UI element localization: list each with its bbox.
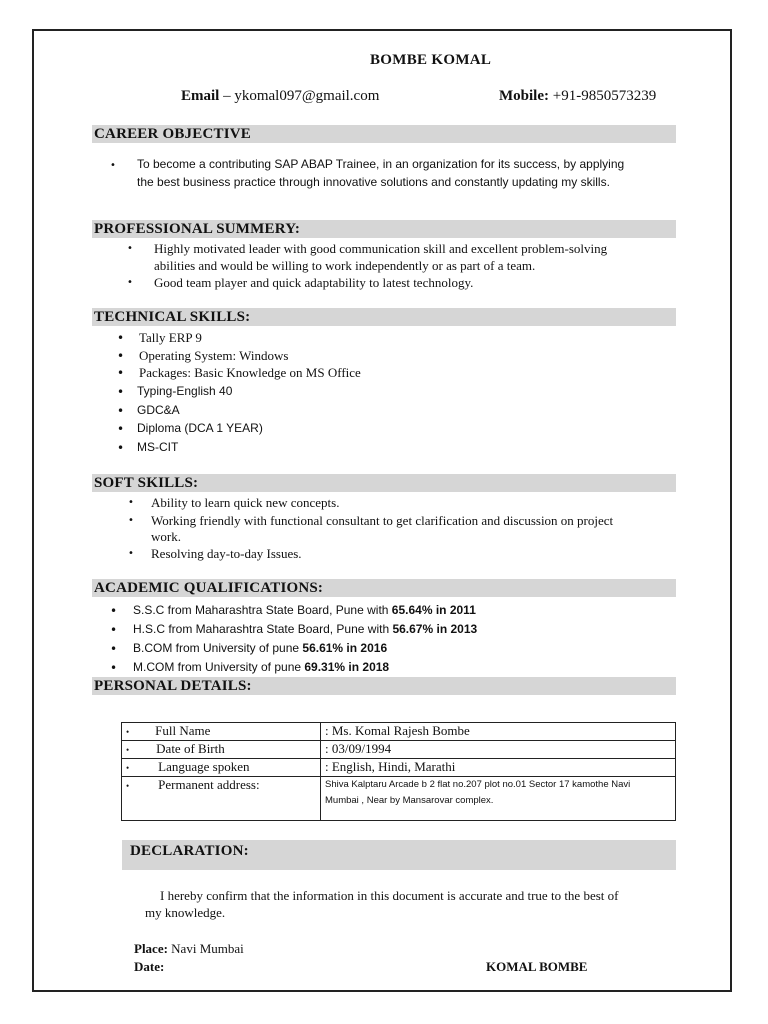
soft-skill-item: Ability to learn quick new concepts. — [151, 495, 340, 510]
bullet-icon: • — [117, 349, 125, 363]
skill-item: Typing-English 40 — [137, 384, 233, 398]
detail-label: Language spoken — [158, 759, 250, 774]
detail-label: Permanent address: — [158, 777, 260, 792]
declaration-text: my knowledge. — [145, 905, 226, 920]
personal-details-table — [121, 722, 676, 821]
academic-item — [133, 640, 387, 657]
detail-label: Date of Birth — [156, 741, 225, 756]
bullet-icon: • — [110, 661, 118, 675]
academic-title: ACADEMIC QUALIFICATIONS: — [94, 580, 324, 596]
place-value: Navi Mumbai — [167, 941, 244, 956]
soft-skill-item: work. — [151, 529, 181, 544]
skill-item: Tally ERP 9 — [139, 330, 202, 345]
bullet-icon: • — [117, 331, 125, 345]
academic-item — [133, 602, 476, 619]
detail-label: Full Name — [155, 723, 211, 738]
address-value — [321, 777, 676, 821]
declaration-text: I hereby confirm that the information in this document is accurate and true to the best of — [160, 888, 619, 903]
academic-item-score: 65.64% in 2011 — [391, 603, 476, 617]
technical-skills-title: TECHNICAL SKILLS: — [94, 309, 251, 325]
place-line — [134, 940, 244, 957]
bullet-icon: • — [128, 515, 134, 526]
academic-item-score: 56.61% in 2016 — [302, 641, 388, 655]
detail-value: : English, Hindi, Marathi — [321, 759, 676, 777]
bullet-icon: • — [128, 497, 134, 508]
mobile-line — [499, 88, 656, 105]
place-label: Place: — [134, 941, 168, 956]
mobile-label: Mobile: — [499, 88, 549, 104]
detail-label-cell: • Date of Birth — [122, 741, 321, 759]
date-label: Date: — [134, 959, 165, 974]
bullet-icon: • — [117, 441, 125, 455]
academic-item — [133, 659, 389, 676]
summary-line: Highly motivated leader with good communication skill and excellent problem-solving — [154, 241, 608, 256]
summary-line: abilities and would be willing to work independently or as part of a team. — [154, 258, 536, 273]
table-row — [122, 777, 676, 821]
detail-value: : 03/09/1994 — [321, 741, 676, 759]
signature-name: KOMAL BOMBE — [486, 959, 588, 974]
academic-item-text: S.S.C from Maharashtra State Board, Pune with — [133, 603, 392, 617]
detail-value: : Ms. Komal Rajesh Bombe — [321, 723, 676, 741]
career-objective-line: To become a contributing SAP ABAP Trainee, in an organization for its success, by applying — [137, 157, 625, 171]
bullet-icon: • — [117, 422, 125, 436]
academic-item-text: H.S.C from Maharashtra State Board, Pune with — [133, 622, 393, 636]
skill-item: Diploma (DCA 1 YEAR) — [137, 421, 263, 435]
email-value: – ykomal097@gmail.com — [219, 88, 380, 104]
bullet-icon: • — [110, 160, 116, 171]
declaration-title: DECLARATION: — [130, 843, 249, 859]
academic-item-score: 56.67% in 2013 — [392, 622, 478, 636]
bullet-icon: • — [117, 404, 125, 418]
detail-label-cell: • Language spoken — [122, 759, 321, 777]
candidate-name: BOMBE KOMAL — [370, 52, 492, 68]
skill-item: GDC&A — [137, 403, 180, 417]
table-row — [122, 741, 676, 759]
skill-item: Packages: Basic Knowledge on MS Office — [139, 365, 361, 380]
personal-details-title: PERSONAL DETAILS: — [94, 678, 252, 694]
bullet-icon: • — [110, 642, 118, 656]
summary-line: Good team player and quick adaptability to latest technology. — [154, 275, 474, 290]
skill-item: MS-CIT — [137, 440, 179, 454]
table-row — [122, 759, 676, 777]
mobile-value: +91-9850573239 — [549, 88, 657, 104]
bullet-icon: • — [127, 243, 133, 254]
soft-skill-item: Working friendly with functional consultant to get clarification and discussion on project — [151, 513, 614, 528]
soft-skill-item: Resolving day-to-day Issues. — [151, 546, 302, 561]
table-row — [122, 723, 676, 741]
academic-item-score: 69.31% in 2018 — [304, 660, 390, 674]
career-objective-line: the best business practice through innovative solutions and constantly updating my skills. — [137, 175, 610, 189]
bullet-icon: • — [117, 385, 125, 399]
bullet-icon: • — [127, 277, 133, 288]
bullet-icon: • — [128, 548, 134, 559]
academic-item — [133, 621, 477, 638]
email-label: Email — [181, 88, 220, 104]
email-line — [181, 88, 379, 105]
academic-item-text: M.COM from University of pune — [133, 660, 305, 674]
career-objective-title: CAREER OBJECTIVE — [94, 126, 251, 142]
detail-label-cell: • Full Name — [122, 723, 321, 741]
soft-skills-title: SOFT SKILLS: — [94, 475, 199, 491]
address-line: Mumbai , Near by Mansarovar complex. — [325, 795, 494, 806]
address-line: Shiva Kalptaru Arcade b 2 flat no.207 plot no.01 Sector 17 kamothe Navi — [325, 779, 631, 790]
bullet-icon: • — [117, 366, 125, 380]
skill-item: Operating System: Windows — [139, 348, 289, 363]
academic-item-text: B.COM from University of pune — [133, 641, 303, 655]
bullet-icon: • — [110, 623, 118, 637]
detail-label-cell: • Permanent address: — [122, 777, 321, 821]
bullet-icon: • — [110, 604, 118, 618]
professional-summary-title: PROFESSIONAL SUMMERY: — [94, 221, 301, 237]
